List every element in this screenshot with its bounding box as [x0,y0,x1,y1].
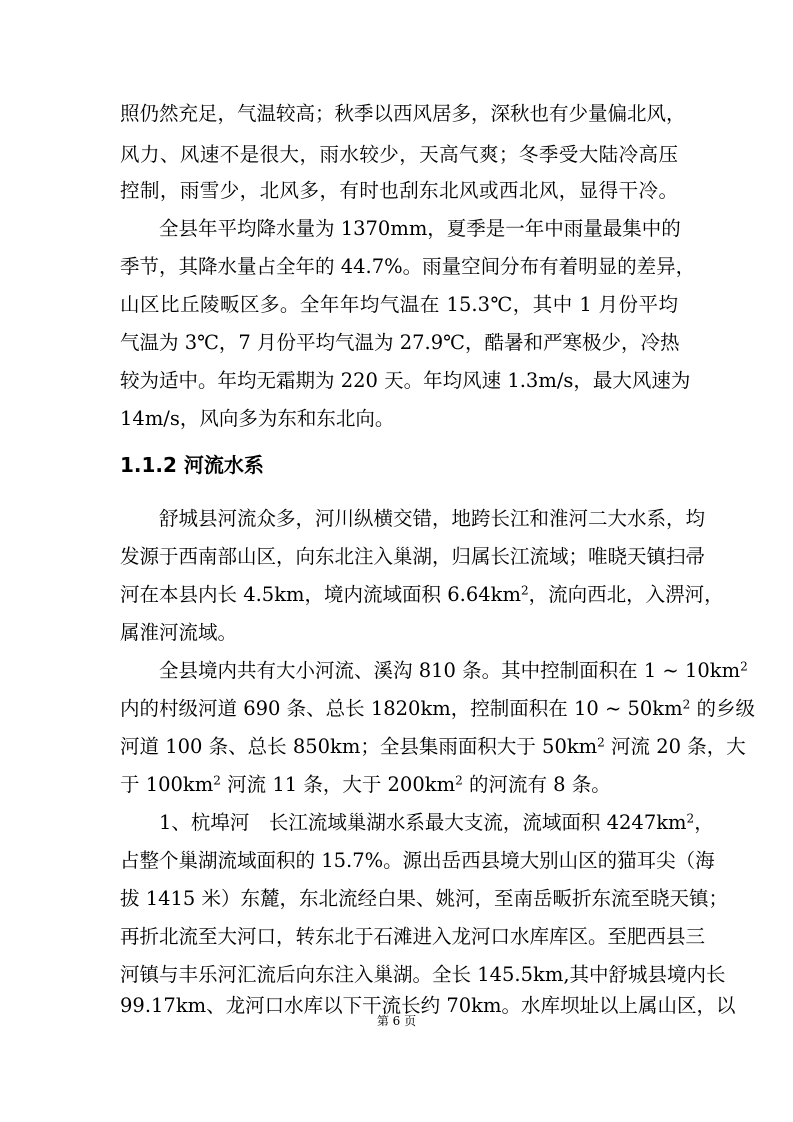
body-text-line: 河镇与丰乐河汇流后向东注入巢湖。全长 145.5km,其中舒城县境内长 [120,963,726,986]
body-text-line: 14m/s，风向多为东和东北向。 [120,407,395,430]
body-text-line: 1、杭埠河 长江流域巢湖水系最大支流，流域面积 $4247km^2$， [120,811,714,834]
body-text-line: 较为适中。年均无霜期为 220 天。年均风速 1.3m/s，最大风速为 [120,369,691,392]
superscript: 2 [455,773,463,788]
body-text-line: 全县境内共有大小河流、溪沟 810 条。其中控制面积在 1 ~ $10km^2$ [120,659,748,682]
body-text-line: 山区比丘陵畈区多。全年年均气温在 15.3℃，其中 1 月份平均 [120,293,678,316]
superscript: 2 [520,583,529,598]
superscript: 2 [686,811,695,826]
body-text-line: 于 $100km^2$ 河流 11 条，大于 $200km^2$ 的河流有 8 条。 [120,773,611,796]
body-text-line: 风力、风速不是很大，雨水较少，天高气爽；冬季受大陆冷高压 [120,143,678,166]
body-text-line: 属淮河流域。 [120,621,238,644]
body-text-line: 河在本县内长 4.5km，境内流域面积 $6.64km^2$，流向西北，入淠河， [120,583,724,606]
body-text-line: 发源于西南部山区，向东北注入巢湖，归属长江流域；唯晓天镇扫帚 [120,545,706,568]
body-text-line: 控制，雨雪少，北风多，有时也刮东北风或西北风，显得干冷。 [120,179,678,202]
body-text-line: 全县年平均降水量为 1370mm，夏季是一年中雨量最集中的 [120,217,681,240]
body-text-line: 河道 100 条、总长 850km；全县集雨面积大于 $50km^2$ 河流 20 条，大 [120,735,746,758]
body-text-line: 内的村级河道 690 条、总长 1820km，控制面积在 10 ~ $50km^2$ 的乡级 [120,697,756,720]
body-text-line: 占整个巢湖流域面积的 15.7%。源出岳西县境大别山区的猫耳尖（海 [120,849,715,872]
superscript: 2 [597,735,605,750]
superscript: 2 [213,773,221,788]
body-text-line: 舒城县河流众多，河川纵横交错，地跨长江和淮河二大水系，均 [120,507,706,530]
body-text-line: 照仍然充足，气温较高；秋季以西风居多，深秋也有少量偏北风， [120,102,686,125]
superscript: 2 [740,659,748,674]
body-text-line: 拔 1415 米）东麓，东北流经白果、姚河，至南岳畈折东流至晓天镇； [120,887,729,910]
body-text-line: 再折北流至大河口，转东北于石滩进入龙河口水库库区。至肥西县三 [120,925,706,948]
body-text-line: 99.17km、龙河口水库以下干流长约 70km。水库坝址以上属山区，以 [120,994,736,1017]
body-text-line: 气温为 3℃，7 月份平均气温为 27.9℃，酷暑和严寒极少，冷热 [120,331,680,354]
section-heading: 1.1.2 河流水系 [120,453,264,477]
body-text-line: 季节，其降水量占全年的 44.7%。雨量空间分布有着明显的差异， [120,255,696,278]
superscript: 2 [682,697,691,712]
page-number: 第 6 页 [376,1014,417,1028]
